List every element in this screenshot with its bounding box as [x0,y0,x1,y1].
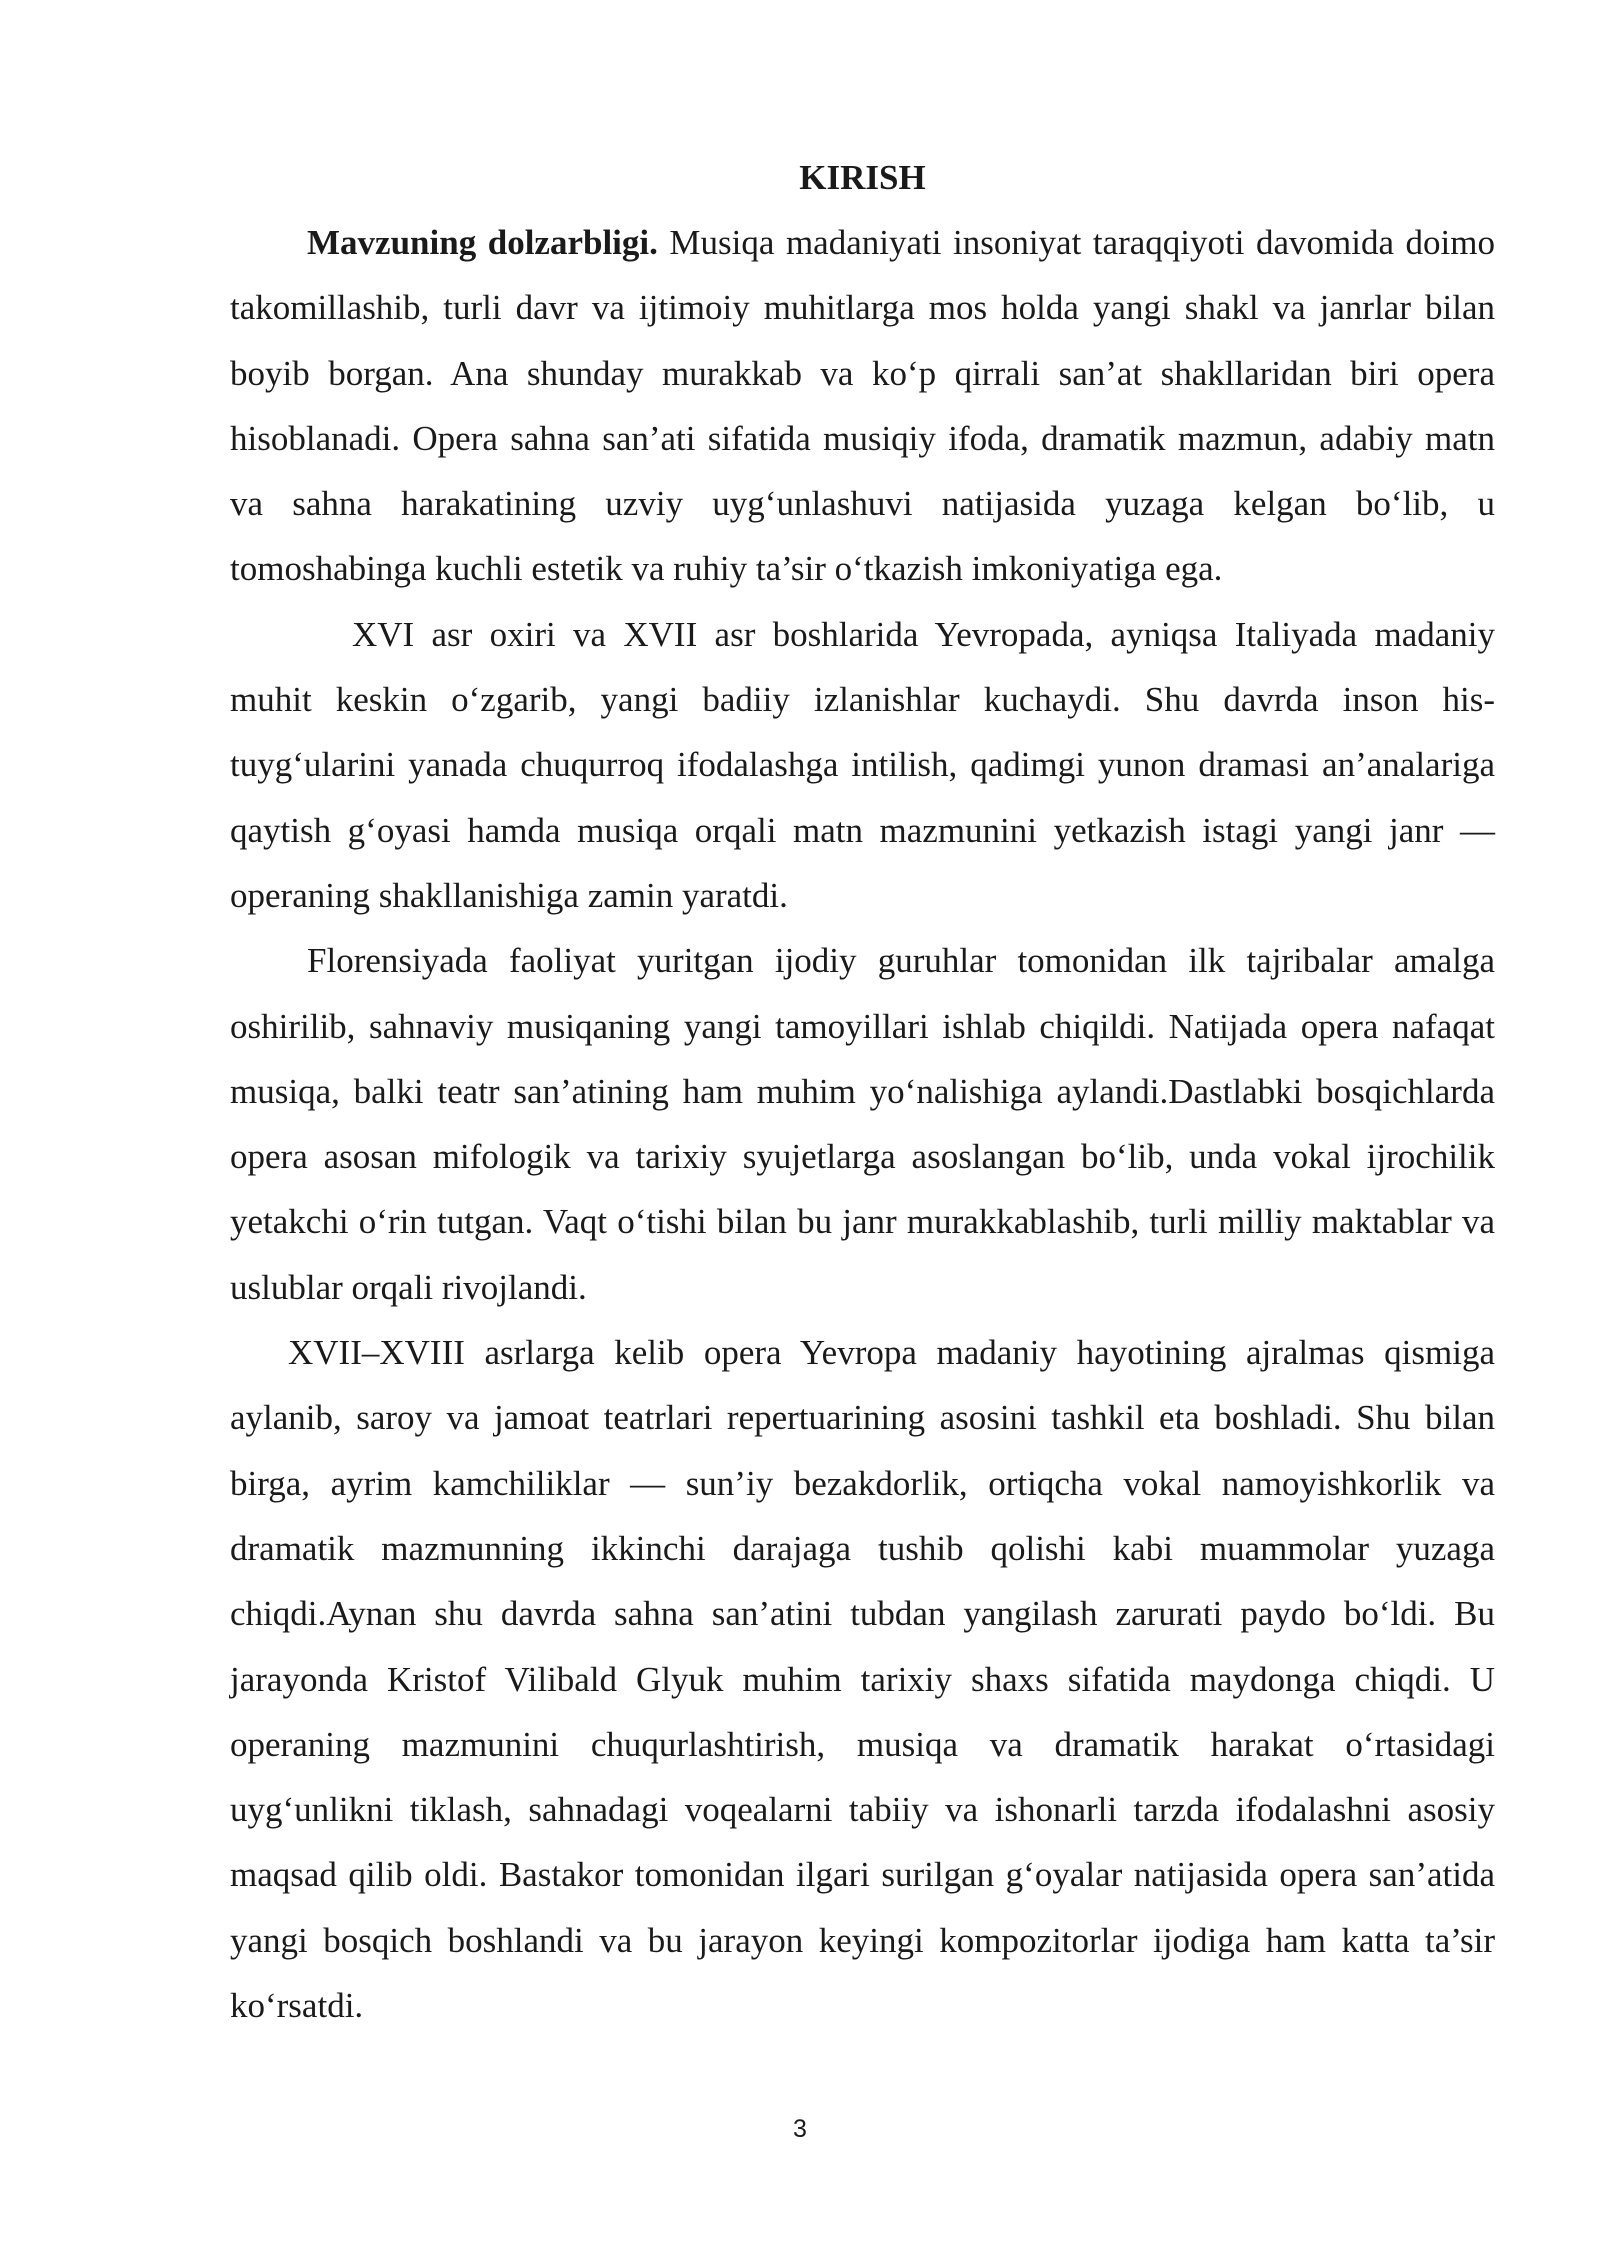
page-number: 3 [793,2115,807,2143]
page-content [230,145,1495,2038]
paragraph-gluck: XVII–XVIII asrlarga kelib opera Yevropa madaniy hayotining ajralmas qismiga aylanib, saroy va jamoat teatrlari repertuarining asosini tashkil eta boshladi. Shu bilan birga, ayrim kamchiliklar — sun’iy bezakdorlik, ortiqcha vokal namoyishkorlik va dramatik mazmunning ikkinchi darajaga tushib qolishi kabi muammolar yuzaga chiqdi.Aynan shu davrda sahna san’atini tubdan yangilash zarurati paydo bo‘ldi. Bu jarayonda Kristof Vilibald Glyuk muhim tarixiy shaxs sifatida maydonga chiqdi. U operaning mazmunini chuqurlashtirish, musiqa va dramatik harakat o‘rtasidagi uyg‘unlikni tiklash, sahnadagi voqealarni tabiiy va ishonarli tarzda ifodalashni asosiy maqsad qilib oldi. Bastakor tomonidan ilgari surilgan g‘oyalar natijasida opera san’atida yangi bosqich boshlandi va bu jarayon keyingi kompozitorlar ijodiga ham katta ta’sir ko‘rsatdi. [230,1333,1495,2026]
section-title: KIRISH [799,158,926,197]
paragraph-text: Musiqa madaniyati insoniyat taraqqiyoti davomida doimo takomillashib, turli davr va ijtimoiy muhitlarga mos holda yangi shakl va janrlar bilan boyib borgan. Ana shunday murakkab va ko‘p qirrali san’at shakllaridan biri opera hisoblanadi. Opera sahna san’ati sifatida musiqiy ifoda, dramatik mazmun, adabiy matn va sahna harakatining uzviy uyg‘unlashuvi natijasida yuzaga kelgan bo‘lib, u tomoshabinga kuchli estetik va ruhiy ta’sir o‘tkazish imkoniyatiga ega. [230,223,1495,589]
paragraph-lead: Mavzuning dolzarbligi. [307,223,658,262]
paragraph-florence: Florensiyada faoliyat yuritgan ijodiy guruhlar tomonidan ilk tajribalar amalga oshirilib, sahnaviy musiqaning yangi tamoyillari ishlab chiqildi. Natijada opera nafaqat musiqa, balki teatr san’atining ham muhim yo‘nalishiga aylandi.Dastlabki bosqichlarda opera asosan mifologik va tarixiy syujetlarga asoslangan bo‘lib, unda vokal ijrochilik yetakchi o‘rin tutgan. Vaqt o‘tishi bilan bu janr murakkablashib, turli milliy maktablar va uslublar orqali rivojlandi. [230,941,1495,1307]
paragraph-relevance [230,210,1495,602]
paragraph-history: XVI asr oxiri va XVII asr boshlarida Yevropada, ayniqsa Italiyada madaniy muhit keskin o‘zgarib, yangi badiiy izlanishlar kuchaydi. Shu davrda inson his-tuyg‘ularini yanada chuqurroq ifodalashga intilish, qadimgi yunon dramasi an’analariga qaytish g‘oyasi hamda musiqa orqali matn mazmunini yetkazish istagi yangi janr — operaning shakllanishiga zamin yaratdi. [230,614,1495,915]
